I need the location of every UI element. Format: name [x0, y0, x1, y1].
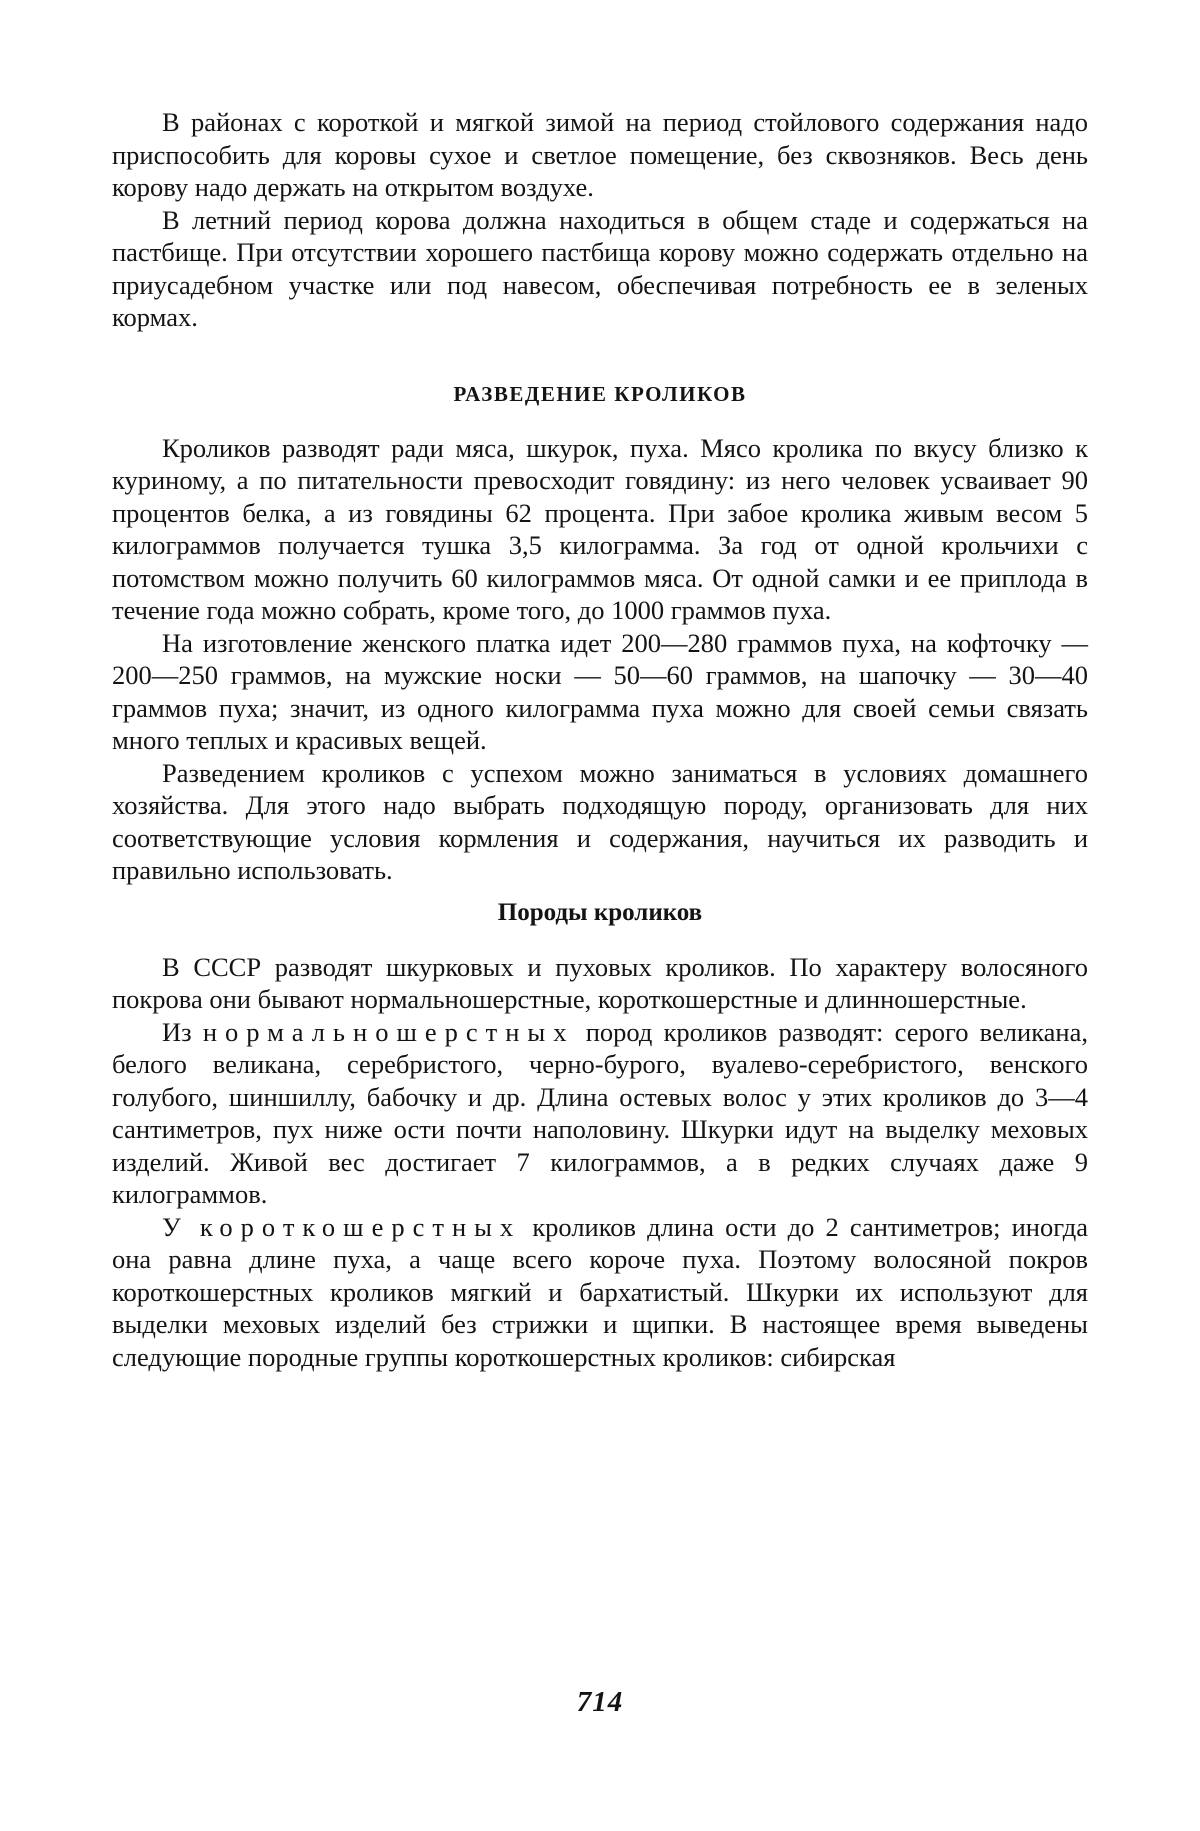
spacer	[112, 929, 1088, 951]
intro-paragraph: В летний период корова должна находиться в общем стаде и содержаться на пастбище. При отсутствии хорошего пастбища корову можно содержать отдельно на приусадебном участке или под навесом, обеспечивая потребность ее в зеленых кормах.	[112, 204, 1088, 334]
subsection-paragraph	[112, 1211, 1088, 1374]
section-paragraph: На изготовление женского платка идет 200—280 граммов пуха, на кофточку — 200—250 граммов, на мужские носки — 50—60 граммов, на шапочку — 30—40 граммов пуха; значит, из одного килограмма пуха можно для своей семьи связать много теплых и красивых вещей.	[112, 627, 1088, 757]
paragraph-rest: пород кроликов разводят: серого великана, белого великана, серебристого, черно-бурого, вуалево-серебристого, венского голубого, шиншиллу, бабочку и др. Длина остевых волос у этих кроликов до 3—4 сантиметров, пух ниже ости почти наполовину. Шкурки идут на выделку меховых изделий. Живой вес достигает 7 килограммов, а в редких случаях даже 9 килограммов.	[112, 1017, 1088, 1210]
spacer	[112, 334, 1088, 378]
emphasized-term: нормальношерстных	[203, 1017, 575, 1047]
subsection-paragraph: В СССР разводят шкурковых и пуховых кроликов. По характеру волосяного покрова они бывают нормальношерстные, короткошерстные и длинношерстные.	[112, 951, 1088, 1016]
paragraph-prefix: У	[162, 1212, 189, 1242]
page-body	[112, 106, 1088, 1373]
subsection-paragraph	[112, 1016, 1088, 1211]
spacer	[112, 410, 1088, 432]
section-heading: РАЗВЕДЕНИЕ КРОЛИКОВ	[112, 378, 1088, 410]
emphasized-term: короткошерстных	[200, 1212, 521, 1242]
paragraph-rest: кроликов длина ости до 2 сантиметров; иногда она равна длине пуха, а чаще всего короче пуха. Поэтому волосяной покров короткошерстных кроликов мягкий и бархатистый. Шкурки их используют для выделки меховых изделий без стрижки и щипки. В настоящее время выведены следующие породные группы короткошерстных кроликов: сибирская	[112, 1212, 1088, 1372]
subsection-heading: Породы кроликов	[112, 897, 1088, 929]
intro-paragraph: В районах с короткой и мягкой зимой на период стойлового содержания надо приспособить для коровы сухое и светлое помещение, без сквозняков. Весь день корову надо держать на открытом воздухе.	[112, 106, 1088, 204]
section-paragraph: Разведением кроликов с успехом можно заниматься в условиях домашнего хозяйства. Для этого надо выбрать подходящую породу, организовать для них соответствующие условия кормления и содержания, научиться их разводить и правильно использовать.	[112, 757, 1088, 887]
section-paragraph: Кроликов разводят ради мяса, шкурок, пуха. Мясо кролика по вкусу близко к куриному, а по питательности превосходит говядину: из него человек усваивает 90 процентов белка, а из говядины 62 процента. При забое кролика живым весом 5 килограммов получается тушка 3,5 килограмма. За год от одной крольчихи с потомством можно получить 60 килограммов мяса. От одной самки и ее приплода в течение года можно собрать, кроме того, до 1000 граммов пуха.	[112, 432, 1088, 627]
spacer	[112, 887, 1088, 897]
page-number: 714	[0, 1686, 1200, 1719]
paragraph-prefix: Из	[162, 1017, 192, 1047]
